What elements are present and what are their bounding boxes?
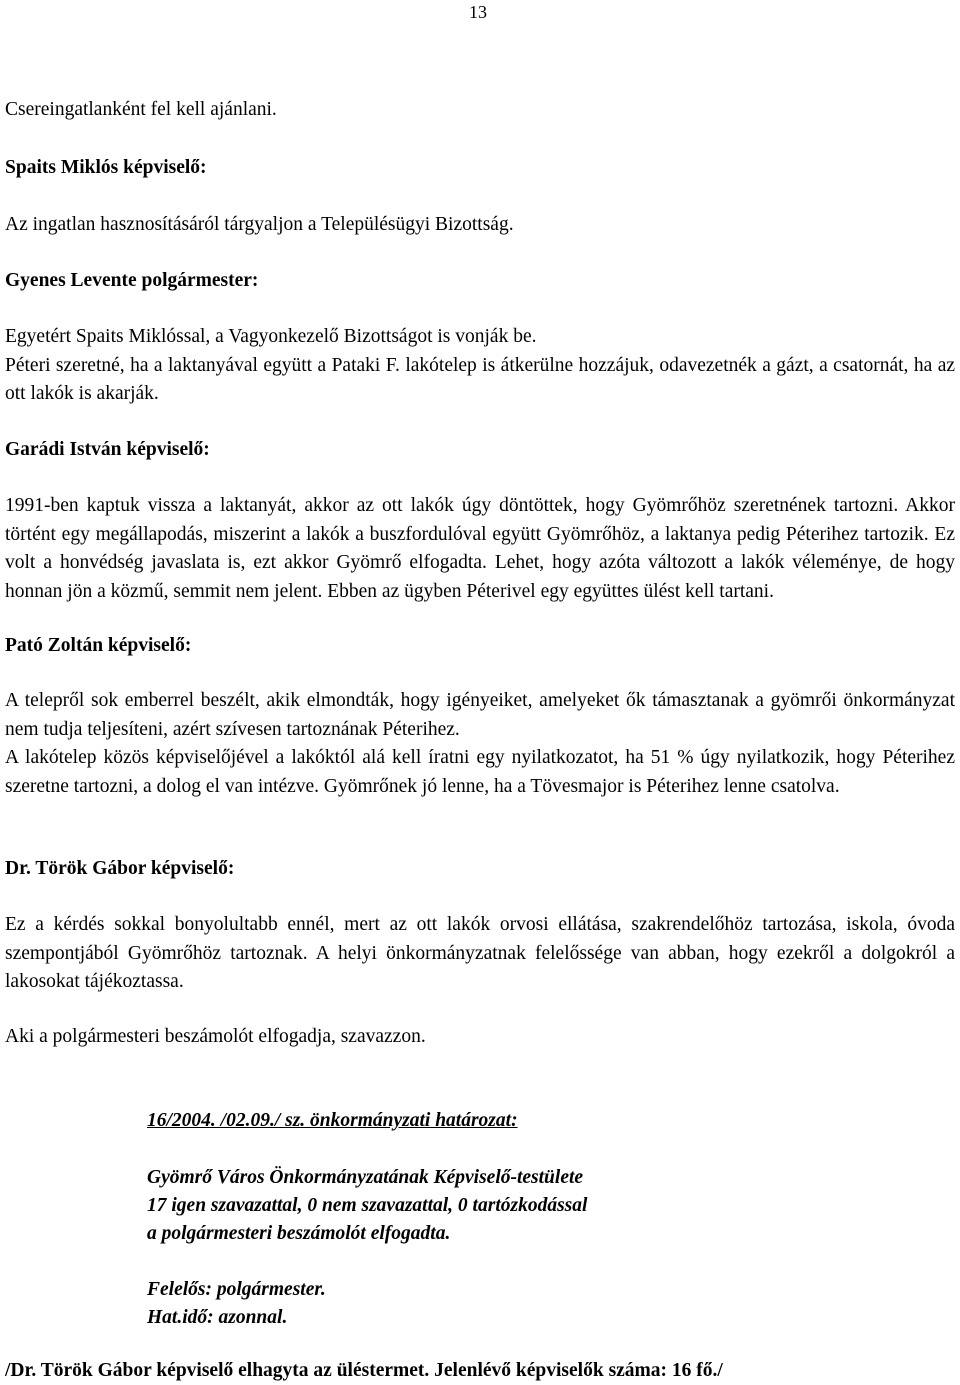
resolution-meta bbox=[147, 1276, 947, 1332]
paragraph-gyenes-line1: Egyetért Spaits Miklóssal, a Vagyonkezelő Bizottságot is vonják be. bbox=[5, 326, 537, 347]
paragraph-garadi: 1991-ben kaptuk vissza a laktanyát, akkor az ott lakók úgy döntöttek, hogy Gyömrőhöz szeretnének tartozni. Akkor történt egy megállapodás, miszerint a lakók a buszfordulóval együtt Gyömrőhöz, a laktanya pedig Péterihez tartozik. Ez volt a honvédség javaslata is, ezt akkor Gyömrő elfogadta. Lehet, hogy azóta változott a lakók véleménye, de hogy honnan jön a közmű, semmit nem jelent. Ebben az ügyben Péterivel egy együttes ülést kell tartani. bbox=[5, 495, 955, 602]
speaker-heading-garadi: Garádi István képviselő: bbox=[5, 439, 210, 460]
resolution-responsible: Felelős: polgármester. bbox=[147, 1279, 326, 1300]
paragraph-pato-part1: A telepről sok emberrel beszélt, akik elmondták, hogy igényeiket, amelyeket ők támasztanak a gyömrői önkormányzat nem tudja teljesíteni, azért szívesen tartoznának Péterihez. bbox=[5, 690, 955, 740]
speaker-heading-spaits: Spaits Miklós képviselő: bbox=[5, 157, 207, 178]
paragraph-gyenes bbox=[5, 323, 955, 409]
resolution-line1: Gyömrő Város Önkormányzatának Képviselő-testülete bbox=[147, 1167, 584, 1188]
footer-note: /Dr. Török Gábor képviselő elhagyta az üléstermet. Jelenlévő képviselők száma: 16 fő./ bbox=[5, 1360, 723, 1381]
paragraph-gyenes-line2: Péteri szeretné, ha a laktanyával együtt a Pataki F. lakótelep is átkerülne hozzájuk, odavezetnék a gázt, a csatornát, ha az ott lakók is akarják. bbox=[5, 354, 955, 404]
resolution-title bbox=[147, 1107, 947, 1135]
speaker-heading-gyenes: Gyenes Levente polgármester: bbox=[5, 270, 259, 291]
paragraph-torok: Ez a kérdés sokkal bonyolultabb ennél, mert az ott lakók orvosi ellátása, szakrendelőhöz tartozása, iskola, óvoda szempontjából Gyömrőhöz tartoznak. A helyi önkormányzatnak felelőssége van abban, hogy ezekről a dolgokról a lakosokat tájékoztassa. bbox=[5, 914, 955, 992]
resolution-line3: a polgármesteri beszámolót elfogadta. bbox=[147, 1223, 451, 1244]
resolution-line2: 17 igen szavazattal, 0 nem szavazattal, 0 tartózkodással bbox=[147, 1195, 588, 1216]
page-number: 13 bbox=[469, 2, 487, 22]
resolution-title-text: 16/2004. /02.09./ sz. önkormányzati határozat: bbox=[147, 1110, 518, 1131]
paragraph-vote-call: Aki a polgármesteri beszámolót elfogadja, szavazzon. bbox=[5, 1026, 426, 1047]
speaker-heading-pato: Pató Zoltán képviselő: bbox=[5, 635, 192, 656]
paragraph-spaits: Az ingatlan hasznosításáról tárgyaljon a Településügyi Bizottság. bbox=[5, 214, 514, 235]
paragraph-pato-part2: A lakótelep közös képviselőjével a lakóktól alá kell íratni egy nyilatkozatot, ha 51 % úgy nyilatkozik, hogy Péterihez szeretne tartozni, a dolog el van intézve. Gyömrőnek jó lenne, ha a Tövesmajor is Péterihez lenne csatolva. bbox=[5, 747, 955, 797]
resolution-body bbox=[147, 1164, 947, 1248]
paragraph-exchange-property: Csereingatlanként fel kell ajánlani. bbox=[5, 99, 277, 120]
speaker-heading-torok: Dr. Török Gábor képviselő: bbox=[5, 858, 235, 879]
paragraph-pato bbox=[5, 687, 955, 801]
resolution-deadline: Hat.idő: azonnal. bbox=[147, 1307, 288, 1328]
